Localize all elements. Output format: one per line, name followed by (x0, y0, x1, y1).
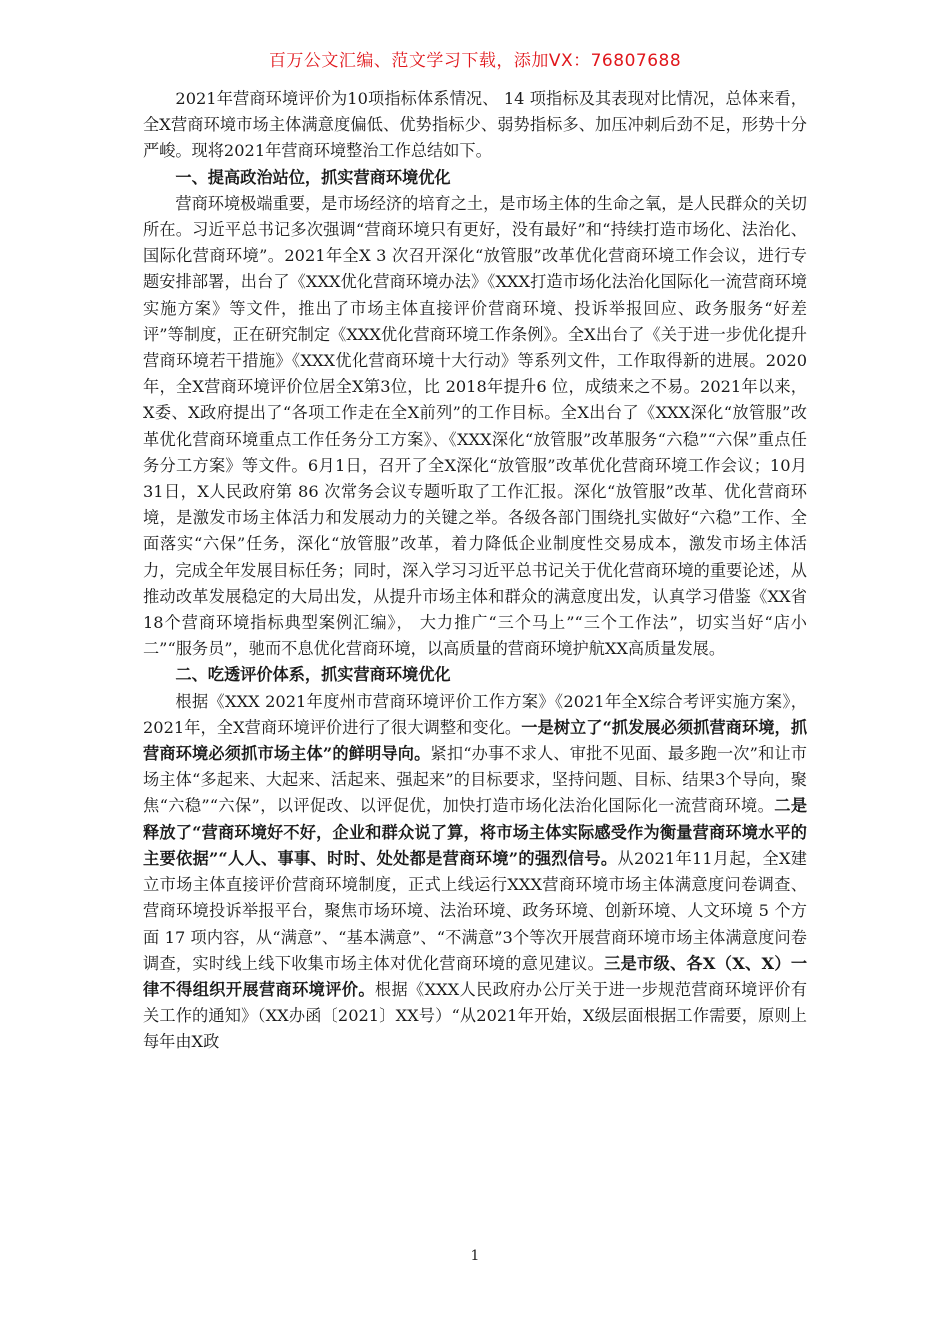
section-2-text-a: 根据《XXX 2021年度州市营商环境评价工作方案》《2021年全X综合考评实施方案》，2021年，全X营商环境评价进行了很大调整和变化。 (143, 691, 807, 737)
intro-paragraph: 2021年营商环境评价为10项指标体系情况、 14 项指标及其表现对比情况，总体来看，全X营商环境市场主体满意度偏低、优势指标少、弱势指标多、加压冲刺后劲不足，形势十分严峻。现将2021年营商环境整治工作总结如下。 (143, 89, 807, 161)
section-2-paragraph (143, 689, 807, 1056)
watermark-banner: 百万公文汇编、范文学习下载，添加VX：76807688 (268, 51, 682, 71)
section-2-text-d: 从2021年11月起，全X建立市场主体直接评价营商环境制度，正式上线运行XXX营商环境市场主体满意度问卷调查、营商环境投诉举报平台，聚焦市场环境、法治环境、政务环境、创新环境、人文环境 5 个方面 17 项内容，从“满意”、“基本满意”、“不满意”3个等次开展营商环境市场主体满意度问卷调查，实时线上线下收集市场主体对优化营商环境的意见建议。 (143, 848, 807, 973)
section-2-text-c: 紧扣“办事不求人、审批不见面、最多跑一次”和让市场主体“多起来、大起来、活起来、强起来”的目标要求，坚持问题、目标、结果3个导向，聚焦“六稳”“六保”，以评促改、以评促优，加快打造市场化法治化国际化一流营商环境。 (143, 744, 807, 816)
page-number: 1 (470, 1248, 480, 1264)
section-heading-1: 一、提高政治站位，抓实营商环境优化 (175, 167, 451, 187)
section-2-point-1: 一是树立了“抓发展必须抓营商环境，抓营商环境必须抓市场主体”的鲜明导向。 (143, 717, 808, 764)
section-heading-2: 二、吃透评价体系，抓实营商环境优化 (175, 665, 451, 685)
section-2-text-e: 根据《XXX人民政府办公厅关于进一步规范营商环境评价有关工作的通知》（XX办函〔2021〕XX号）“从2021年开始，X级层面根据工作需要，原则上每年由X政 (143, 979, 808, 1052)
section-2-point-2: 二是释放了“营商环境好不好，企业和群众说了算，将市场主体实际感受作为衡量营商环境水平的主要依据”“人人、事事、时时、处处都是营商环境”的强烈信号。 (143, 796, 808, 868)
document-body (143, 86, 807, 1056)
section-2-point-3: 三是市级、各X（X、X）一律不得组织开展营商环境评价。 (143, 953, 808, 999)
section-1-paragraph: 营商环境极端重要，是市场经济的培育之土，是市场主体的生命之氧，是人民群众的关切所在。习近平总书记多次强调“营商环境只有更好，没有最好”和“持续打造市场化、法治化、国际化营商环境”。2021年全X 3 次召开深化“放管服”改革优化营商环境工作会议，进行专题安排部署，出台了《XXX优化营商环境办法》《XXX打造市场化法治化国际化一流营商环境实施方案》等文件，推出了市场主体直接评价营商环境、投诉举报回应、政务服务“好差评”等制度，正在研究制定《XXX优化营商环境工作条例》。全X出台了《关于进一步优化提升营商环境若干措施》《XXX优化营商环境十大行动》等系列文件，工作取得新的进展。2020年，全X营商环境评价位居全X第3位，比 2018年提升6 位，成绩来之不易。2021年以来，X委、X政府提出了“各项工作走在全X前列”的工作目标。全X出台了《XXX深化“放管服”改革优化营商环境重点工作任务分工方案》、《XXX深化“放管服”改革服务“六稳”“六保”重点任务分工方案》等文件。6月1日，召开了全X深化“放管服”改革优化营商环境工作会议；10月31日，X人民政府第 86 次常务会议专题听取了工作汇报。深化“放管服”改革、优化营商环境，是激发市场主体活力和发展动力的关键之举。各级各部门围绕扎实做好“六稳”工作、全面落实“六保”任务，深化“放管服”改革，着力降低企业制度性交易成本，激发市场主体活力，完成全年发展目标任务；同时，深入学习习近平总书记关于优化营商环境的重要论述，从推动改革发展稳定的大局出发，从提升市场主体和群众的满意度出发，认真学习借鉴《XX省18个营商环境指标典型案例汇编》， 大力推广“三个马上”“三个工作法”，切实当好“店小二”“服务员”，驰而不息优化营商环境，以高质量的营商环境护航XX高质量发展。 (143, 193, 807, 659)
